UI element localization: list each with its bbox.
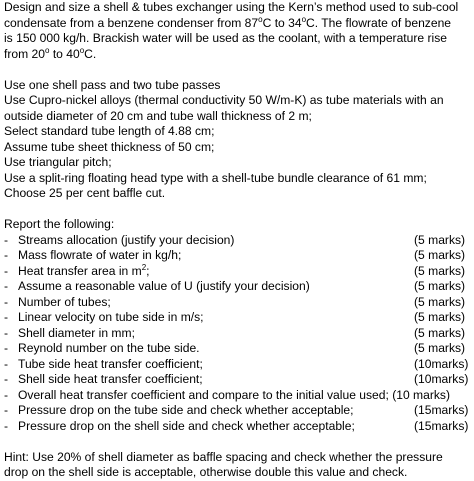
report-item-marks: (5 marks) [414,341,466,355]
report-item [4,326,474,342]
report-item-marks: (5 marks) [414,294,466,309]
report-item [4,388,474,404]
report-item-text: Pressure drop on the tube side and check whether acceptable; [18,403,354,417]
report-item [4,403,474,419]
spacer [4,202,474,218]
report-item [4,279,474,295]
bullet-dash: - [4,310,9,324]
intro-line-4-text-c: C. [84,46,97,61]
degree-sup: o [45,45,50,55]
spec-line: outside diameter of 20 cm and tube wall thickness of 2 m; [4,108,312,123]
report-item [4,357,474,373]
report-item [4,295,474,311]
spacer [4,434,474,450]
report-item [4,248,474,264]
intro-line-2-text-c: C. The flowrate of benzene [306,15,452,30]
bullet-dash: - [4,263,9,278]
intro-line-4-text-a: from 20 [4,46,45,61]
intro-line-4-text-b: to 40 [49,46,80,61]
spec-line: Use Cupro-nickel alloys (thermal conductivity 50 W/m-K) as tube materials with an [4,93,444,107]
intro-line-2-text-a: condensate from a benzene condenser from 87 [4,15,259,30]
report-item [4,341,474,357]
report-item-text: Overall heat transfer coefficient and compare to the initial value used; (10 marks) [18,387,451,402]
report-heading: Report the following: [4,217,115,231]
report-item-marks: (10marks) [414,372,469,386]
intro-line-2-text-b: C to 34 [262,15,302,30]
bullet-dash: - [4,325,9,340]
report-item [4,264,474,280]
spec-line: Select standard tube length of 4.88 cm; [4,124,215,138]
spec-line: Choose 25 per cent baffle cut. [4,186,166,200]
bullet-dash: - [4,232,9,247]
report-item-text: Assume a reasonable value of U (justify your decision) [18,279,310,293]
report-item-text-suffix: ; [146,263,150,278]
bullet-dash: - [4,387,9,402]
degree-sup: o [258,14,263,24]
report-item-marks: (5 marks) [414,232,466,247]
report-item-text: Reynold number on the tube side. [18,341,200,355]
report-item-marks: (5 marks) [414,310,466,324]
report-item [4,419,474,435]
specs-block [4,78,474,202]
report-item-text: Mass flowrate of water in kg/h; [18,248,182,262]
spec-line: Use a split-ring floating head type with a shell-tube bundle clearance of 61 mm; [4,170,427,185]
bullet-dash: - [4,248,9,262]
report-item-text: Linear velocity on tube side in m/s; [18,310,204,324]
intro-line-4 [4,47,474,63]
intro-line-2 [4,16,474,32]
bullet-dash: - [4,418,9,433]
report-item-marks: (5 marks) [414,248,466,262]
report-item-text-group [18,264,414,280]
report-item-text: Heat transfer area in m [18,263,142,278]
spec-line: Assume tube sheet thickness of 50 cm; [4,139,215,154]
report-item [4,233,474,249]
degree-sup: o [301,14,307,24]
bullet-dash: - [4,294,9,309]
hint-line-1: Hint: Use 20% of shell diameter as baffle spacing and check whether the pressure [4,449,443,464]
intro-line-3: is 150 000 kg/h. Brackish water will be used as the coolant, with a temperature rise [4,31,447,45]
report-item-text: Pressure drop on the shell side and check whether acceptable; [18,418,355,433]
report-item-marks: (15marks) [414,403,469,417]
report-list [4,233,474,435]
spacer [4,62,474,78]
bullet-dash: - [4,356,9,371]
bullet-dash: - [4,279,9,293]
bullet-dash: - [4,372,9,386]
spec-line: Use one shell pass and two tube passes [4,77,221,92]
bullet-dash: - [4,403,9,417]
report-item-marks: (5 marks) [414,325,466,340]
squared-sup: 2 [141,263,147,272]
report-item [4,372,474,388]
report-item-marks: (5 marks) [414,263,466,278]
hint-line-2: drop on the shell side is acceptable, otherwise double this value and check. [4,465,408,479]
bullet-dash: - [4,341,9,355]
report-item-marks: (15marks) [414,418,469,433]
degree-sup: o [79,45,85,55]
report-item-marks: (10marks) [414,356,469,371]
report-item-marks: (5 marks) [414,279,466,293]
intro-line-1: Design and size a shell & tubes exchanger using the Kern’s method used to sub-cool [4,0,459,14]
report-item [4,310,474,326]
spec-line: Use triangular pitch; [4,155,112,169]
report-item-text: Streams allocation (justify your decision) [18,232,235,247]
report-item-text: Shell diameter in mm; [18,325,135,340]
report-item-text: Tube side heat transfer coefficient; [18,356,203,371]
report-item-text: Number of tubes; [18,294,111,309]
report-item-text: Shell side heat transfer coefficient; [18,372,203,386]
